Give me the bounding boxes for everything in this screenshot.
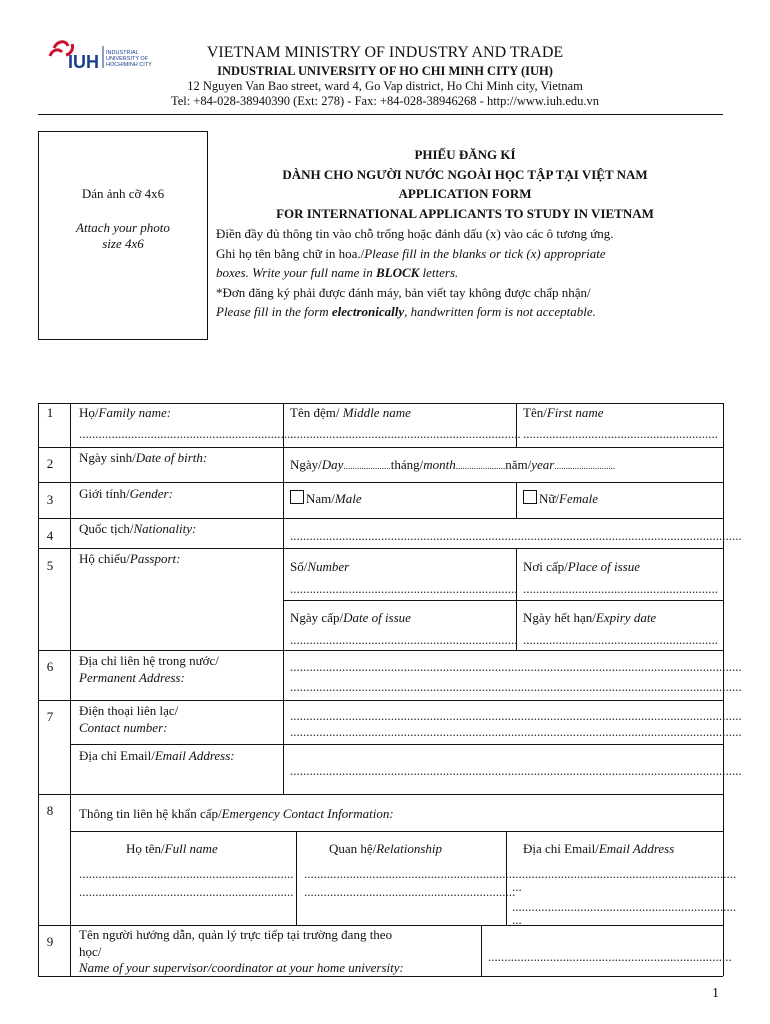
ministry-title: VIETNAM MINISTRY OF INDUSTRY AND TRADE [206,44,564,61]
form-title-vn: PHIẾU ĐĂNG KÍ [414,147,516,162]
nationality-label: Quốc tịch/Nationality: [79,521,197,536]
form-subtitle-vn: DÀNH CHO NGƯỜI NƯỚC NGOÀI HỌC TẬP TẠI VIỆT NAM [282,167,648,182]
supervisor-label-en: Name of your supervisor/coordinator at your home university: [79,960,404,975]
email-input[interactable]: ........................................................................................................................................... [290,763,742,778]
emergency-name-input-1[interactable]: .................................................................. [79,866,294,881]
permanent-address-label-en: Permanent Address: [79,670,185,685]
university-contact: Tel: +84-028-38940390 (Ext: 278) - Fax: +84-028-38946268 - http://www.iuh.edu.vn [171,94,599,108]
dob-input[interactable]: Ngày/Day.....................tháng/month......................năm/year........................... [290,457,616,472]
row-number-6: 6 [46,659,54,674]
university-address: 12 Nguyen Van Bao street, ward 4, Go Vap district, Ho Chi Minh city, Vietnam [187,79,583,93]
row-number-2: 2 [46,456,54,471]
row-number-9: 9 [46,934,54,949]
emergency-relationship-input-1[interactable]: ................................................................. [304,866,516,881]
family-name-input[interactable]: .................................................................. [79,426,294,441]
permanent-address-label: Địa chỉ liên hệ trong nước/ [79,653,219,668]
svg-text:INDUSTRIAL: INDUSTRIAL [106,50,139,56]
emergency-contact-label: Thông tin liên hệ khẩn cấp/Emergency Contact Information: [79,806,394,821]
gender-male-option[interactable]: Nam/Male [290,490,362,507]
contact-number-label: Điện thoại liên lạc/ [79,703,179,718]
row-number-5: 5 [46,558,54,573]
nationality-input[interactable]: ........................................................................................................................................... [290,528,742,543]
passport-expiry-label: Ngày hết hạn/Expiry date [523,610,657,625]
instructions: Điền đầy đủ thông tin vào chỗ trống hoặc đánh dấu (x) vào các ô tương ứng. Ghi họ tên bằng chữ in hoa./Please fill in the blanks or tick (x) appropriate boxes. Write your full name in BLOCK letters. *Đơn đăng ký phải được đánh máy, bản viết tay không được chấp nhận/ Please fill in the form electronically, handwritten form is not acceptable. [216,226,614,319]
passport-number-label: Số/Number [290,559,350,574]
passport-issue-input[interactable]: ...................................................................... [290,632,518,647]
passport-issue-label: Ngày cấp/Date of issue [290,610,411,625]
iuh-logo [48,38,152,72]
form-title-en: APPLICATION FORM [398,186,532,201]
passport-number-input[interactable]: ...................................................................... [290,581,518,596]
emergency-relationship-header: Quan hệ/Relationship [329,841,443,856]
emergency-email-input-2b[interactable]: ... [512,912,522,927]
contact-number-input-1[interactable]: ........................................................................................................................................... [290,708,742,723]
photo-box[interactable] [38,131,208,340]
supervisor-label-vn-2: học/ [79,944,102,959]
emergency-name-header: Họ tên/Full name [126,841,218,856]
svg-text:HOCHIMINH CITY: HOCHIMINH CITY [106,62,152,68]
emergency-name-input-2[interactable]: .................................................................. [79,884,294,899]
row-number-3: 3 [46,492,54,507]
permanent-address-input-2[interactable]: ........................................................................................................................................... [290,679,742,694]
passport-place-label: Nơi cấp/Place of issue [523,559,640,574]
passport-label: Hộ chiếu/Passport: [79,551,181,566]
row-number-8: 8 [46,803,54,818]
emergency-email-input-1b[interactable]: ... [512,879,522,894]
photo-label-vn: Dán ảnh cỡ 4x6 [81,186,165,201]
contact-number-input-2[interactable]: ........................................................................................................................................... [290,724,742,739]
photo-label-en: Attach your photo size 4x6 [76,220,170,251]
row-number-4: 4 [46,528,54,543]
emergency-email-input-1[interactable]: ..................................................................... [512,866,737,881]
gender-label: Giới tính/Gender: [79,486,173,501]
form-subtitle-en: FOR INTERNATIONAL APPLICANTS TO STUDY IN VIETNAM [276,206,654,221]
first-name-label: Tên/First name [523,405,604,420]
middle-name-label: Tên đệm/ Middle name [290,405,411,420]
supervisor-input[interactable]: ........................................................................... [488,949,732,964]
dob-label: Ngày sinh/Date of birth: [79,450,208,465]
passport-expiry-input[interactable]: ............................................................ [523,632,718,647]
gender-female-option[interactable]: Nữ/Female [523,490,598,507]
family-name-label: Họ/Family name: [79,405,172,420]
email-label: Địa chỉ Email/Email Address: [79,748,235,763]
first-name-input[interactable]: ............................................................ [523,426,718,441]
university-name: INDUSTRIAL UNIVERSITY OF HO CHI MINH CITY (IUH) [217,64,553,78]
svg-text:IUH: IUH [68,52,99,72]
svg-text:UNIVERSITY OF: UNIVERSITY OF [106,56,149,62]
page-number: 1 [712,986,719,1001]
row-number-7: 7 [46,709,54,724]
emergency-email-header: Địa chỉ Email/Email Address [523,841,675,856]
header-divider [38,114,723,115]
male-checkbox[interactable] [290,490,304,504]
middle-name-input[interactable]: ....................................................................... [290,426,521,441]
emergency-relationship-input-2[interactable]: ................................................................. [304,884,516,899]
row-number-1: 1 [46,405,54,420]
passport-place-input[interactable]: ............................................................ [523,581,718,596]
female-checkbox[interactable] [523,490,537,504]
permanent-address-input-1[interactable]: ........................................................................................................................................... [290,659,742,674]
contact-number-label-en: Contact number: [79,720,168,735]
supervisor-label-vn-1: Tên người hướng dẫn, quản lý trực tiếp tại trường đang theo [79,927,393,942]
emergency-email-input-2[interactable]: ..................................................................... [512,899,737,914]
